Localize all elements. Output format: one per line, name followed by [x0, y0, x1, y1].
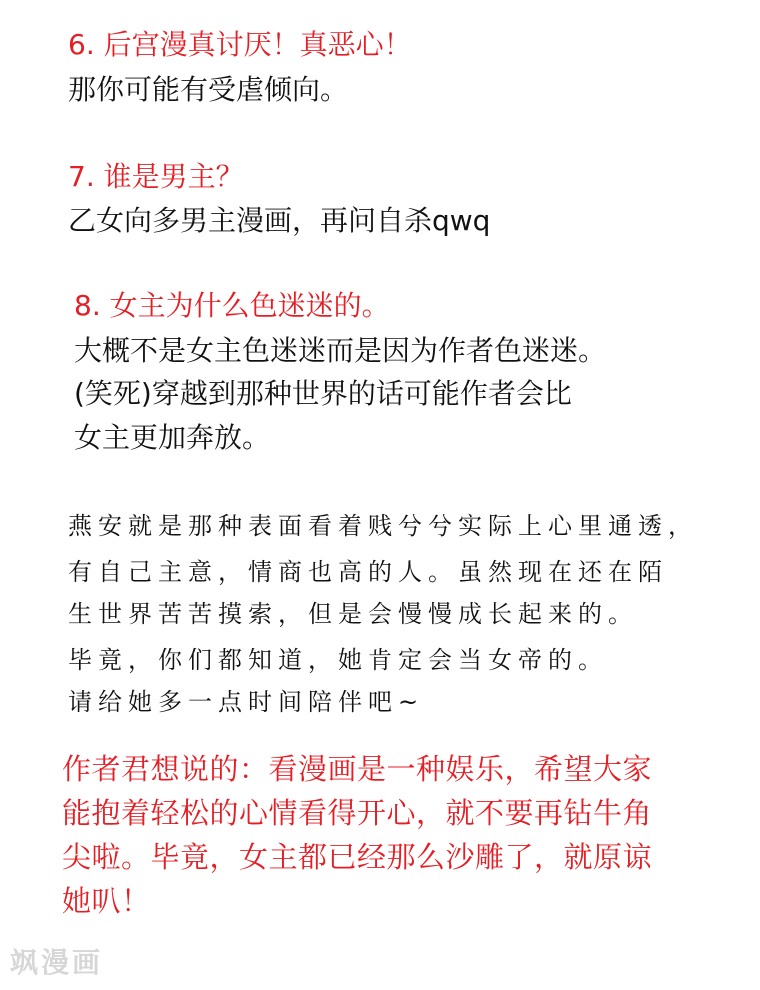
handwritten-note-line-5: 请给她多一点时间陪伴吧~	[68, 688, 425, 716]
author-note-line-1: 作者君想说的：看漫画是一种娱乐，希望大家	[62, 752, 653, 786]
question-7: 7. 谁是男主？	[68, 160, 244, 193]
watermark-logo: 飒漫画	[10, 946, 104, 979]
answer-8-line-3: 女主更加奔放。	[74, 421, 271, 454]
handwritten-note-line-2: 有自己主意，情商也高的人。虽然现在还在陌	[68, 558, 668, 586]
question-8: 8. 女主为什么色迷迷的。	[74, 289, 390, 322]
handwritten-note-line-1: 燕安就是那种表面看着贱兮兮实际上心里通透，	[68, 512, 698, 540]
author-note-line-2: 能抱着轻松的心情看得开心，就不要再钻牛角	[62, 796, 653, 830]
author-note-line-4: 她叭！	[62, 884, 151, 918]
answer-7-line-1: 乙女向多男主漫画，再问自杀qwq	[68, 204, 491, 237]
answer-6-line-1: 那你可能有受虐倾向。	[68, 73, 349, 106]
question-6: 6. 后宫漫真讨厌！真恶心！	[68, 28, 412, 61]
author-note-line-3: 尖啦。毕竟，女主都已经那么沙雕了，就原谅	[62, 840, 653, 874]
answer-8-line-2: (笑死)穿越到那种世界的话可能作者会比	[74, 377, 572, 410]
answer-8-line-1: 大概不是女主色迷迷而是因为作者色迷迷。	[74, 334, 607, 367]
handwritten-note-line-3: 生世界苦苦摸索，但是会慢慢成长起来的。	[68, 600, 638, 628]
handwritten-note-line-4: 毕竟，你们都知道，她肯定会当女帝的。	[68, 646, 608, 674]
